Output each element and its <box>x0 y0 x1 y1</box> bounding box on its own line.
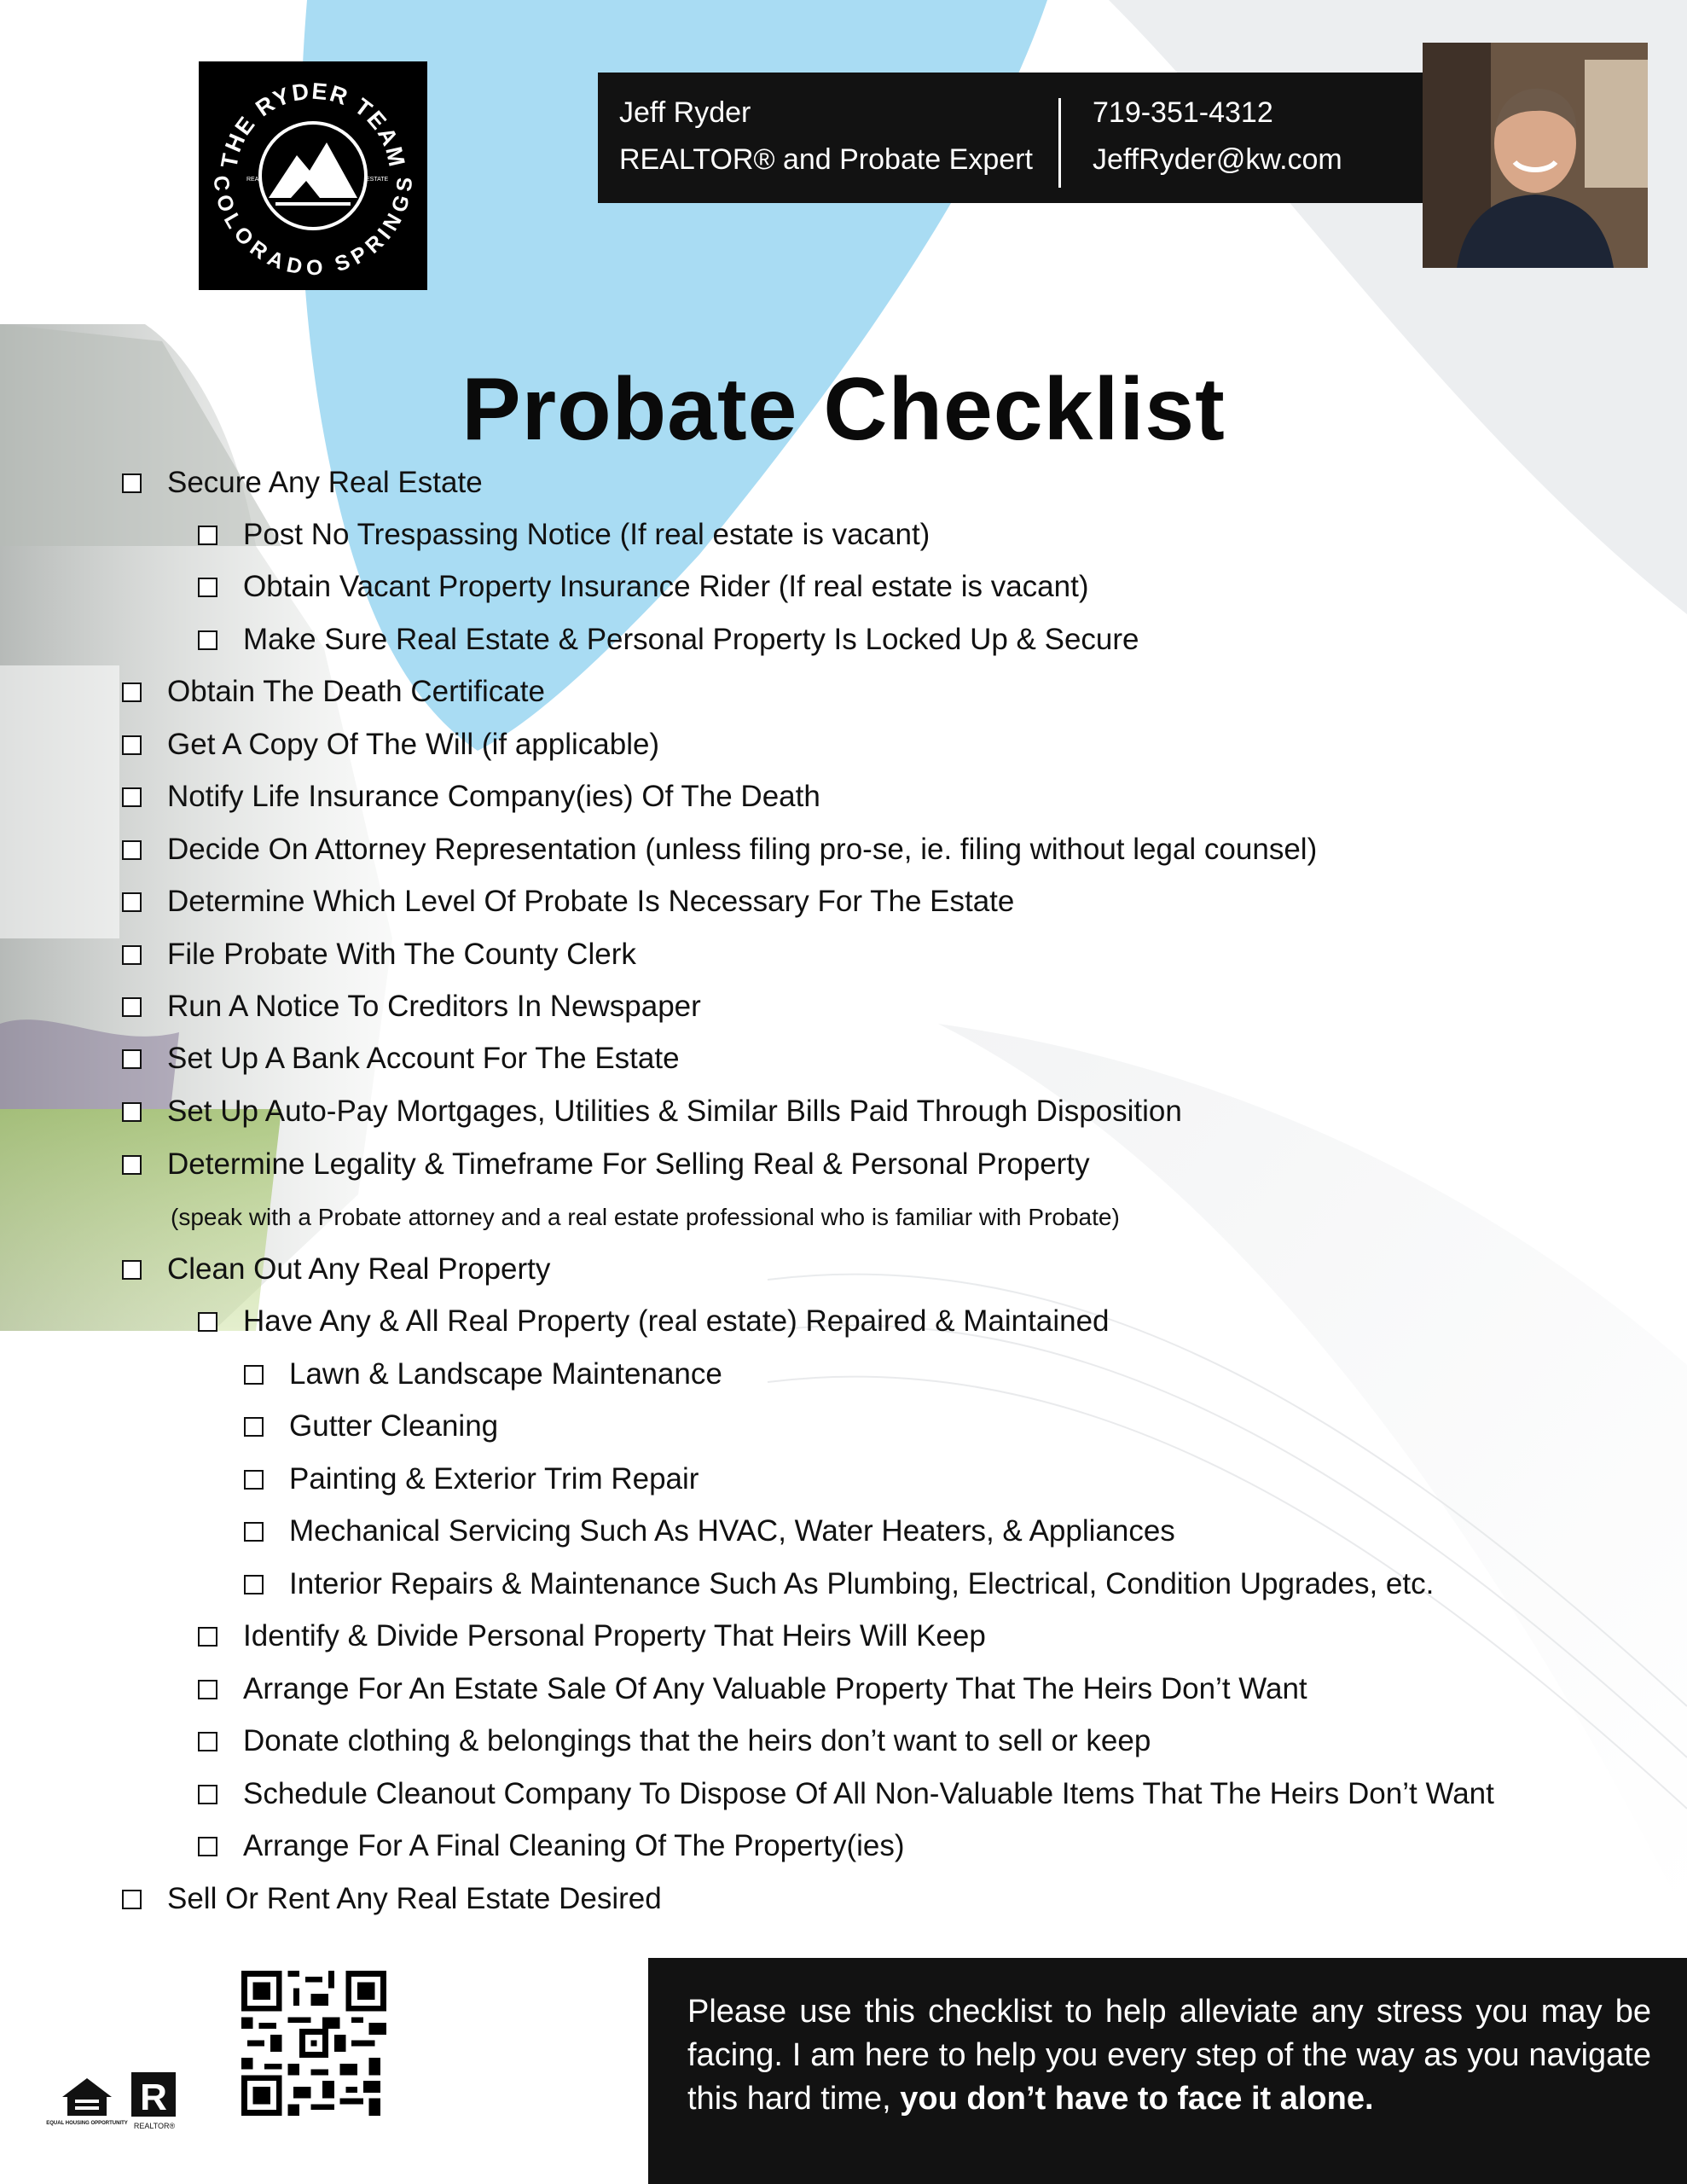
checkbox[interactable] <box>122 682 142 702</box>
checklist-item-label: Arrange For A Final Cleaning Of The Property(ies) <box>243 1829 905 1862</box>
checklist-item[interactable] <box>198 568 1088 606</box>
checklist-item[interactable] <box>198 1303 1110 1340</box>
checklist-item-label: Get A Copy Of The Will (if applicable) <box>167 728 660 761</box>
checklist-item[interactable] <box>198 1827 905 1865</box>
checklist-item[interactable] <box>244 1565 1434 1603</box>
legality-note: (speak with a Probate attorney and a real estate professional who is familiar with Probate) <box>171 1204 1120 1230</box>
checklist-item[interactable] <box>198 1722 1151 1760</box>
checklist-item[interactable] <box>244 1461 699 1498</box>
checkbox[interactable] <box>244 1470 264 1490</box>
checklist-item-label: Notify Life Insurance Company(ies) Of The Death <box>167 780 820 813</box>
house-window <box>0 665 119 938</box>
checkbox[interactable] <box>122 1260 142 1280</box>
checklist-item[interactable] <box>122 726 659 764</box>
footer-message <box>687 1990 1651 2121</box>
checklist-item-label: Lawn & Landscape Maintenance <box>289 1357 722 1391</box>
checklist-item[interactable] <box>122 936 636 973</box>
agent-role: REALTOR® and Probate Expert <box>619 143 1033 176</box>
checklist-item-label: Clean Out Any Real Property <box>167 1252 551 1286</box>
checklist-item-label: Obtain The Death Certificate <box>167 675 545 708</box>
checklist-item[interactable] <box>122 1880 662 1918</box>
checkbox[interactable] <box>198 1785 217 1804</box>
checklist-item[interactable] <box>122 883 1014 921</box>
checklist-item-label: Mechanical Servicing Such As HVAC, Water Heaters, & Appliances <box>289 1514 1175 1548</box>
checkbox[interactable] <box>244 1417 264 1437</box>
logo-top-text: THE RYDER TEAM <box>216 78 410 171</box>
checkbox[interactable] <box>198 1627 217 1647</box>
checklist-item[interactable] <box>244 1408 498 1445</box>
checklist-item-label: Make Sure Real Estate & Personal Property Is Locked Up & Secure <box>243 623 1139 656</box>
checklist-item-label: Set Up A Bank Account For The Estate <box>167 1042 680 1075</box>
checklist-item-label: Have Any & All Real Property (real estate) Repaired & Maintained <box>243 1304 1110 1338</box>
checklist-item-label: Identify & Divide Personal Property That Heirs Will Keep <box>243 1619 986 1653</box>
checklist-item-label: Post No Trespassing Notice (If real estate is vacant) <box>243 518 930 551</box>
equal-housing-text: EQUAL HOUSING OPPORTUNITY <box>46 2121 128 2126</box>
checklist-item-label: Donate clothing & belongings that the heirs don’t want to sell or keep <box>243 1724 1151 1757</box>
header-divider <box>1058 98 1061 188</box>
qr-code[interactable] <box>241 1971 386 2116</box>
footer-message-box <box>648 1958 1687 2184</box>
ryder-team-logo <box>199 61 427 290</box>
agent-phone[interactable]: 719-351-4312 <box>1093 96 1273 129</box>
checkbox[interactable] <box>244 1365 264 1385</box>
checkbox[interactable] <box>198 1837 217 1856</box>
checklist-item[interactable] <box>198 516 930 554</box>
checklist-item-label: Set Up Auto-Pay Mortgages, Utilities & Similar Bills Paid Through Disposition <box>167 1095 1182 1128</box>
logo-left-tag: REAL <box>246 177 263 183</box>
realtor-caption: REALTOR® <box>133 2122 176 2130</box>
checklist-item-label: Secure Any Real Estate <box>167 466 483 499</box>
checkbox[interactable] <box>244 1575 264 1594</box>
checklist-item-label: Interior Repairs & Maintenance Such As Plumbing, Electrical, Condition Upgrades, etc. <box>289 1567 1435 1600</box>
checkbox[interactable] <box>122 945 142 965</box>
contact-header <box>598 73 1485 203</box>
checkbox[interactable] <box>122 1890 142 1909</box>
checklist-item-label: Determine Which Level Of Probate Is Necessary For The Estate <box>167 885 1015 918</box>
checklist-item[interactable] <box>198 1775 1494 1813</box>
logo-bottom-text: COLORADO SPRINGS <box>208 174 418 281</box>
checkbox[interactable] <box>122 1155 142 1175</box>
agent-name: Jeff Ryder <box>619 96 751 129</box>
checkbox[interactable] <box>122 840 142 860</box>
checklist-item[interactable] <box>122 1146 1090 1183</box>
checklist-item-label: File Probate With The County Clerk <box>167 938 636 971</box>
checkbox[interactable] <box>244 1522 264 1542</box>
checklist-item[interactable] <box>122 464 483 502</box>
checklist-item-label: Decide On Attorney Representation (unless filing pro-se, ie. filing without legal counsel) <box>167 833 1318 866</box>
checklist-item[interactable] <box>122 1251 550 1288</box>
checklist-item-label: Determine Legality & Timeframe For Selling Real & Personal Property <box>167 1147 1090 1181</box>
page-title: Probate Checklist <box>461 359 1226 459</box>
checklist-item[interactable] <box>244 1356 722 1393</box>
checklist-item-label: Schedule Cleanout Company To Dispose Of All Non-Valuable Items That The Heirs Don’t Want <box>243 1777 1494 1810</box>
checklist-item[interactable] <box>122 988 701 1025</box>
checklist-item-label: Arrange For An Estate Sale Of Any Valuable Property That The Heirs Don’t Want <box>243 1672 1307 1705</box>
checklist-item-label: Sell Or Rent Any Real Estate Desired <box>167 1882 662 1915</box>
checklist-item[interactable] <box>198 1618 986 1655</box>
checklist-item[interactable] <box>122 831 1317 868</box>
checklist-item[interactable] <box>122 673 545 711</box>
checkbox[interactable] <box>122 735 142 755</box>
agent-photo <box>1423 43 1648 268</box>
checklist-item[interactable] <box>122 1040 680 1077</box>
equal-housing-icon <box>46 2073 128 2133</box>
footer-message-text: Please use this checklist to help alleviate any stress you may be facing. I am here to help you every step of the way as you navigate this hard time, <box>687 1994 1651 2117</box>
checklist-item-label: Obtain Vacant Property Insurance Rider (If real estate is vacant) <box>243 570 1089 603</box>
logo-right-tag: ESTATE <box>366 177 389 183</box>
checklist-item-label: Painting & Exterior Trim Repair <box>289 1462 699 1496</box>
realtor-icon <box>128 2071 181 2135</box>
agent-email[interactable]: JeffRyder@kw.com <box>1093 143 1342 176</box>
checklist-item-label: Gutter Cleaning <box>289 1409 499 1443</box>
checklist-item[interactable] <box>122 1093 1182 1130</box>
svg-text:R: R <box>140 2077 167 2118</box>
checklist-item[interactable] <box>244 1513 1175 1550</box>
checkbox[interactable] <box>122 787 142 807</box>
checkbox[interactable] <box>198 1680 217 1699</box>
checkbox[interactable] <box>198 630 217 650</box>
checkbox[interactable] <box>122 1049 142 1069</box>
footer-emphasis: you don’t have to face it alone. <box>900 2081 1374 2117</box>
checkbox[interactable] <box>122 1102 142 1122</box>
checkbox[interactable] <box>122 892 142 912</box>
checkbox[interactable] <box>122 997 142 1017</box>
checklist-item[interactable] <box>198 1670 1307 1708</box>
checklist-item[interactable] <box>122 778 820 816</box>
checkbox[interactable] <box>198 578 217 597</box>
checklist-item[interactable] <box>198 621 1139 659</box>
checklist-item-label: Run A Notice To Creditors In Newspaper <box>167 990 701 1023</box>
checkbox[interactable] <box>198 526 217 545</box>
checkbox[interactable] <box>198 1312 217 1332</box>
checkbox[interactable] <box>198 1732 217 1751</box>
checkbox[interactable] <box>122 473 142 493</box>
